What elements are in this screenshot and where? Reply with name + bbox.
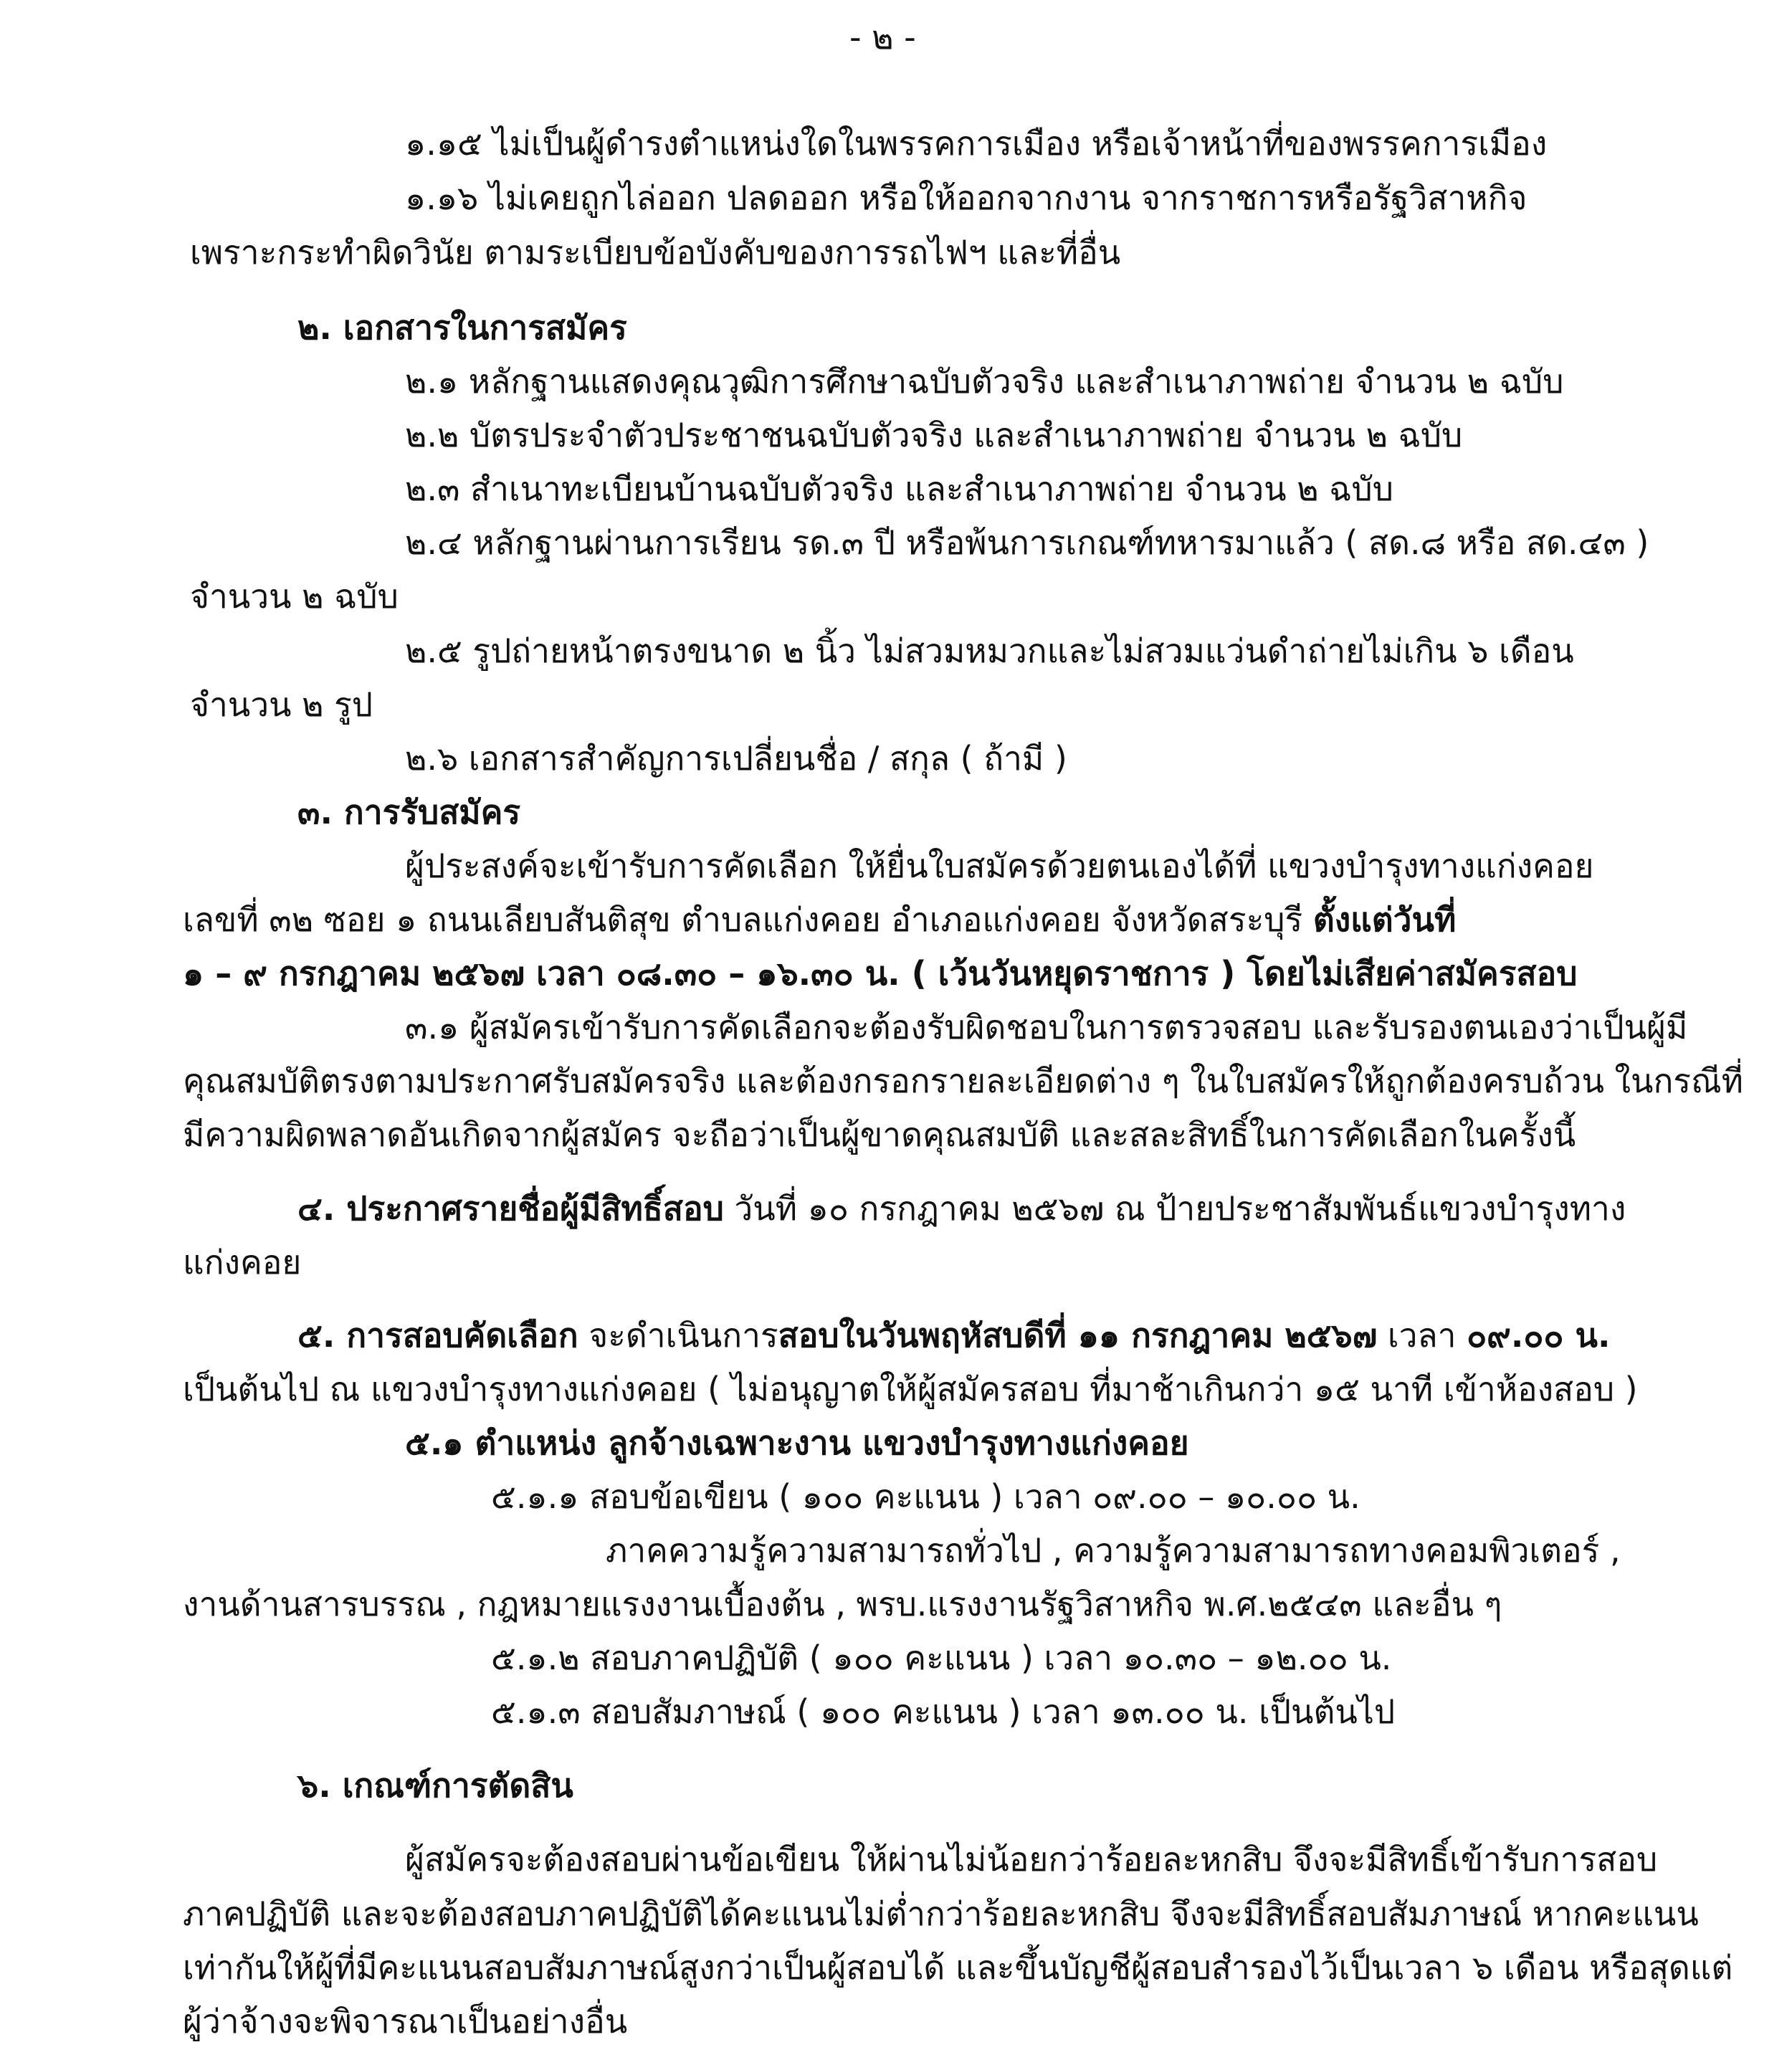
- section-5-cont: เป็นต้นไป ณ แขวงบำรุงทางแก่งคอย ( ไม่อนุญาตให้ผู้สมัครสอบ ที่มาช้าเกินกว่า ๑๕ นาที เข้าห้องสอบ ): [183, 1370, 1638, 1408]
- clause-3-1-cont-1: คุณสมบัติตรงตามประกาศรับสมัครจริง และต้องกรอกรายละเอียดต่าง ๆ ในใบสมัครให้ถูกต้องครบถ้วน ในกรณีที่: [183, 1062, 1744, 1100]
- section-6-para-2: ภาคปฏิบัติ และจะต้องสอบภาคปฏิบัติได้คะแนนไม่ต่ำกว่าร้อยละหกสิบ จึงจะมีสิทธิ์สอบสัมภาษณ์ หากคะแนน: [183, 1894, 1699, 1933]
- clause-3-1-cont-2: มีความผิดพลาดอันเกิดจากผู้สมัคร จะถือว่าเป็นผู้ขาดคุณสมบัติ และสละสิทธิ์ในการคัดเลือกในครั้งนี้: [183, 1115, 1576, 1154]
- section-4-cont: แก่งคอย: [183, 1243, 302, 1282]
- clause-2-2: ๒.๒ บัตรประจำตัวประชาชนฉบับตัวจริง และสำเนาภาพถ่าย จำนวน ๒ ฉบับ: [405, 416, 1463, 454]
- section-3-heading: ๓. การรับสมัคร: [297, 793, 521, 831]
- clause-2-4-cont: จำนวน ๒ ฉบับ: [190, 577, 399, 616]
- page-number: - ๒ -: [849, 18, 916, 57]
- section-3-para-1: ผู้ประสงค์จะเข้ารับการคัดเลือก ให้ยื่นใบสมัครด้วยตนเองได้ที่ แขวงบำรุงทางแก่งคอย: [405, 846, 1594, 885]
- clause-2-6: ๒.๖ เอกสารสำคัญการเปลี่ยนชื่อ / สกุล ( ถ้ามี ): [405, 739, 1067, 778]
- clause-2-1: ๒.๑ หลักฐานแสดงคุณวุฒิการศึกษาฉบับตัวจริง และสำเนาภาพถ่าย จำนวน ๒ ฉบับ: [405, 362, 1564, 401]
- clause-2-4: ๒.๔ หลักฐานผ่านการเรียน รด.๓ ปี หรือพ้นการเกณฑ์ทหารมาแล้ว ( สด.๘ หรือ สด.๔๓ ): [405, 523, 1649, 562]
- section-5-text: จะดำเนินการ: [588, 1316, 778, 1355]
- section-5: [297, 1314, 1610, 1357]
- clause-5-1-1-topics: ภาคความรู้ความสามารถทั่วไป , ความรู้ความสามารถทางคอมพิวเตอร์ ,: [606, 1531, 1621, 1570]
- exam-time: ๐๙.๐๐ น.: [1467, 1316, 1611, 1355]
- start-date-label: ตั้งแต่วันที่: [1312, 900, 1457, 939]
- section-4-heading: ๔. ประกาศรายชื่อผู้มีสิทธิ์สอบ: [297, 1189, 724, 1228]
- address-text: เลขที่ ๓๒ ซอย ๑ ถนนเลียบสันติสุข ตำบลแก่งคอย อำเภอแก่งคอย จังหวัดสระบุรี: [183, 900, 1303, 939]
- clause-1-16-cont: เพราะกระทำผิดวินัย ตามระเบียบข้อบังคับของการรถไฟฯ และที่อื่น: [190, 233, 1121, 272]
- clause-2-5: ๒.๕ รูปถ่ายหน้าตรงขนาด ๒ นิ้ว ไม่สวมหมวกและไม่สวมแว่นดำถ่ายไม่เกิน ๖ เดือน: [405, 631, 1574, 670]
- section-6-para-4: ผู้ว่าจ้างจะพิจารณาเป็นอย่างอื่น: [183, 2002, 628, 2041]
- section-3-para-2: [183, 898, 1456, 941]
- clause-2-5-cont: จำนวน ๒ รูป: [190, 685, 373, 724]
- clause-3-1: ๓.๑ ผู้สมัครเข้ารับการคัดเลือกจะต้องรับผิดชอบในการตรวจสอบ และรับรองตนเองว่าเป็นผู้มี: [405, 1008, 1688, 1046]
- clause-5-1-1: ๕.๑.๑ สอบข้อเขียน ( ๑๐๐ คะแนน ) เวลา ๐๙.๐๐ – ๑๐.๐๐ น.: [491, 1477, 1360, 1516]
- clause-1-15: ๑.๑๕ ไม่เป็นผู้ดำรงตำแหน่งใดในพรรคการเมือง หรือเจ้าหน้าที่ของพรรคการเมือง: [405, 124, 1548, 163]
- section-4: [297, 1187, 1626, 1230]
- clause-5-1-2: ๕.๑.๒ สอบภาคปฏิบัติ ( ๑๐๐ คะแนน ) เวลา ๑๐.๓๐ – ๑๒.๐๐ น.: [491, 1639, 1392, 1677]
- section-6-para-1: ผู้สมัครจะต้องสอบผ่านข้อเขียน ให้ผ่านไม่น้อยกว่าร้อยละหกสิบ จึงจะมีสิทธิ์เข้ารับการสอบ: [405, 1840, 1658, 1879]
- section-6-para-3: เท่ากันให้ผู้ที่มีคะแนนสอบสัมภาษณ์สูงกว่าเป็นผู้สอบได้ และขึ้นบัญชีผู้สอบสำรองไว้เป็นเวลา ๖ เดือน หรือสุดแต่: [183, 1948, 1733, 1987]
- clause-5-1: ๕.๑ ตำแหน่ง ลูกจ้างเฉพาะงาน แขวงบำรุงทางแก่งคอย: [405, 1423, 1189, 1462]
- section-2-heading: ๒. เอกสารในการสมัคร: [297, 308, 627, 347]
- exam-time-label: เวลา: [1387, 1316, 1457, 1355]
- clause-1-16: ๑.๑๖ ไม่เคยถูกไล่ออก ปลดออก หรือให้ออกจากงาน จากราชการหรือรัฐวิสาหกิจ: [405, 178, 1528, 217]
- application-period: ๑ – ๙ กรกฎาคม ๒๕๖๗ เวลา ๐๘.๓๐ – ๑๖.๓๐ น. ( เว้นวันหยุดราชการ ) โดยไม่เสียค่าสมัครสอบ: [183, 954, 1578, 993]
- section-5-heading: ๕. การสอบคัดเลือก: [297, 1316, 578, 1355]
- section-4-text: วันที่ ๑๐ กรกฎาคม ๒๕๖๗ ณ ป้ายประชาสัมพันธ์แขวงบำรุงทาง: [734, 1189, 1626, 1228]
- clause-5-1-1-topics-cont: งานด้านสารบรรณ , กฎหมายแรงงานเบื้องต้น , พรบ.แรงงานรัฐวิสาหกิจ พ.ศ.๒๕๔๓ และอื่น ๆ: [183, 1585, 1502, 1623]
- clause-5-1-3: ๕.๑.๓ สอบสัมภาษณ์ ( ๑๐๐ คะแนน ) เวลา ๑๓.๐๐ น. เป็นต้นไป: [491, 1692, 1396, 1731]
- clause-2-3: ๒.๓ สำเนาทะเบียนบ้านฉบับตัวจริง และสำเนาภาพถ่าย จำนวน ๒ ฉบับ: [405, 469, 1393, 508]
- exam-date: สอบในวันพฤหัสบดีที่ ๑๑ กรกฎาคม ๒๕๖๗: [778, 1316, 1378, 1355]
- section-6-heading: ๖. เกณฑ์การตัดสิน: [297, 1766, 573, 1805]
